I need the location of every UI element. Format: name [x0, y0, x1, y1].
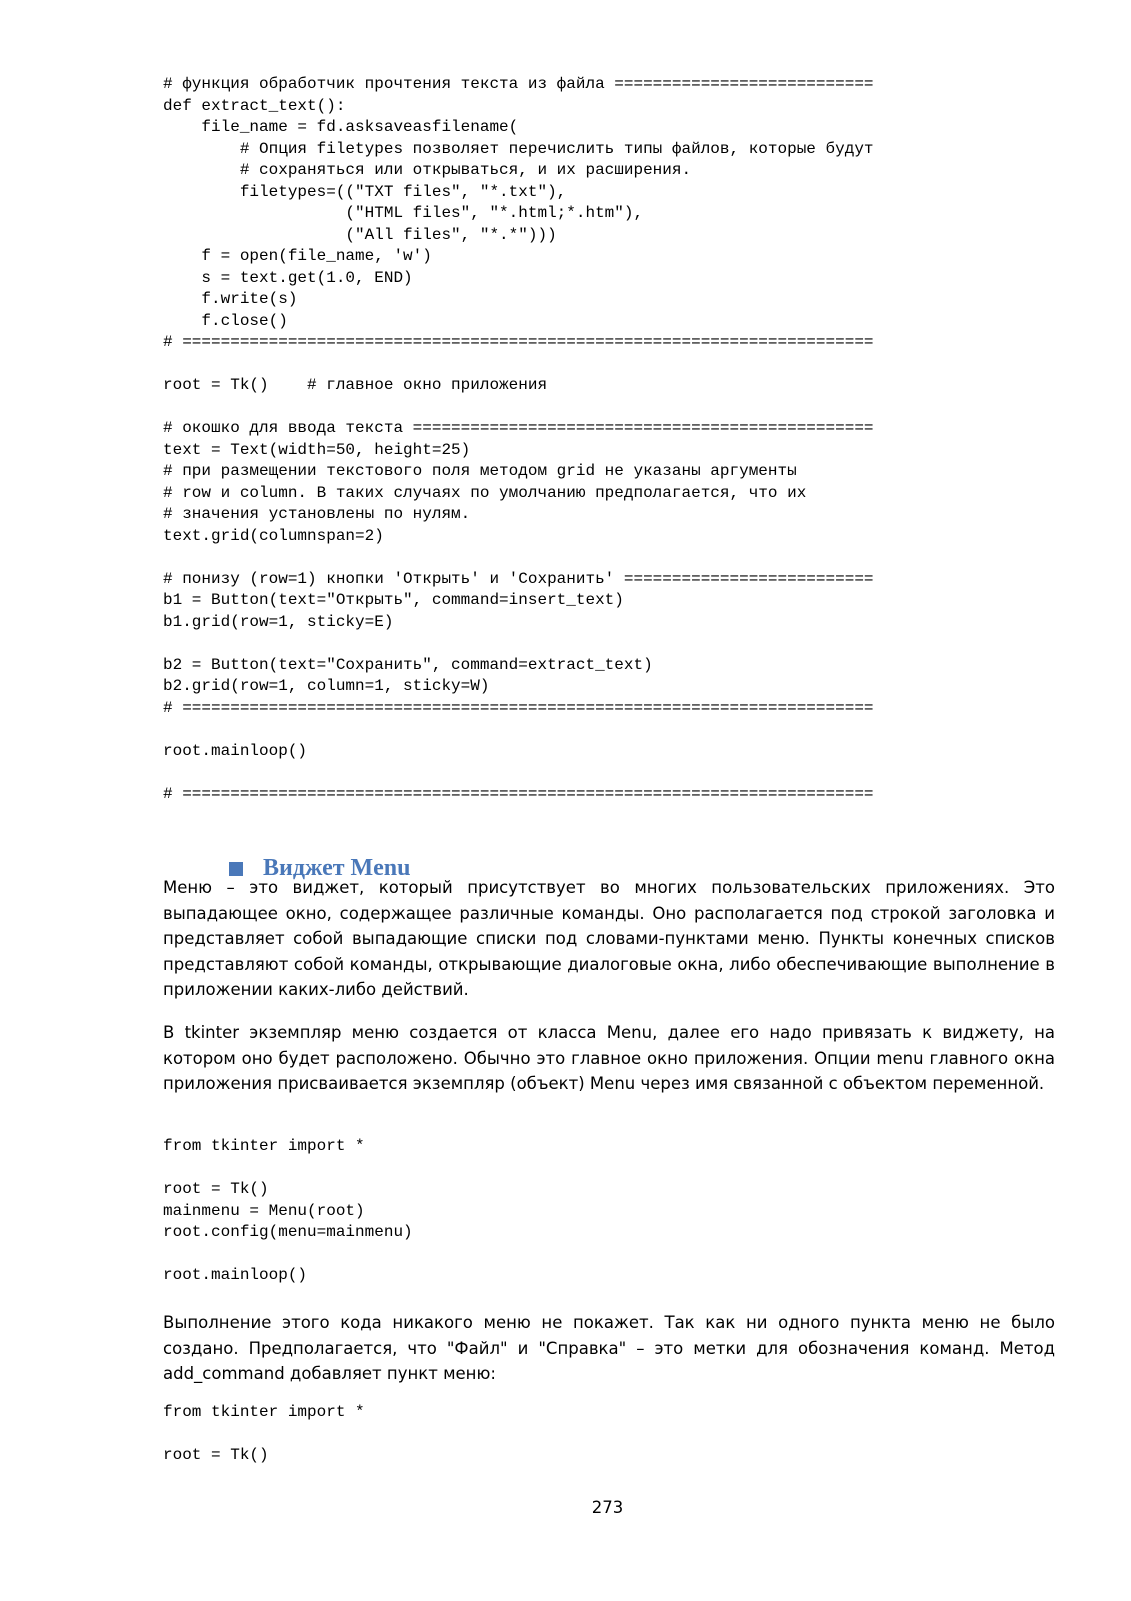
code-line: # функция обработчик прочтения текста из файла =========================== — [163, 75, 874, 93]
code-line: text.grid(columnspan=2) — [163, 526, 384, 545]
code-line: # Опция filetypes позволяет перечислить типы файлов, которые будут — [163, 139, 874, 158]
code-line: # сохраняться или открываться, и их расширения. — [163, 161, 692, 179]
code-line: file_name = fd.asksaveasfilename( — [163, 118, 519, 136]
code-line: root = Tk() — [163, 1446, 269, 1464]
code-line — [163, 397, 874, 419]
code-line: # значения установлены по нулям. — [163, 505, 471, 523]
code-line: root.config(menu=mainmenu) — [163, 1223, 413, 1241]
code-line: # ======================================================================== — [163, 784, 874, 803]
code-line — [163, 547, 874, 569]
code-block-menu-start — [163, 1402, 365, 1467]
code-line: f.write(s) — [163, 290, 298, 308]
code-line: # row и column. В таких случаях по умолчанию предполагается, что их — [163, 483, 807, 502]
section-heading-text: Виджет Menu — [263, 855, 411, 881]
code-line — [163, 633, 874, 655]
code-line: b2.grid(row=1, column=1, sticky=W) — [163, 677, 490, 695]
code-line: root.mainloop() — [163, 1266, 308, 1284]
code-line: def extract_text(): — [163, 96, 346, 115]
code-line: from tkinter import * — [163, 1137, 365, 1155]
code-line — [163, 1244, 413, 1266]
code-line: f = open(file_name, 'w') — [163, 247, 432, 265]
code-line: # ======================================================================== — [163, 698, 874, 717]
code-line: ("All files", "*.*"))) — [163, 225, 557, 244]
code-line: s = text.get(1.0, END) — [163, 268, 413, 287]
code-line: f.close() — [163, 311, 288, 330]
code-line: root = Tk() — [163, 1180, 269, 1198]
paragraph-menu-class: В tkinter экземпляр меню создается от класса Menu, далее его надо привязать к виджету, на котором оно будет расположено. Обычно это главное окно приложения. Опции menu главного окна приложения присваивается экземпляр (объект) Menu через имя связанной с объектом переменной. — [163, 1023, 1055, 1093]
code-line — [163, 1424, 365, 1446]
code-line — [163, 719, 874, 741]
code-line: root = Tk() # главное окно приложения — [163, 376, 548, 394]
code-line: from tkinter import * — [163, 1403, 365, 1421]
code-line: mainmenu = Menu(root) — [163, 1201, 365, 1220]
code-line: # окошко для ввода текста ================================================ — [163, 419, 874, 437]
paragraph-add-command: Выполнение этого кода никакого меню не покажет. Так как ни одного пункта меню не было создано. Предполагается, что "Файл" и "Справка" – это метки для обозначения команд. Метод add_command добавляет пункт меню: — [163, 1313, 1055, 1383]
code-line: # при размещении текстового поля методом grid не указаны аргументы — [163, 462, 797, 480]
code-line — [163, 354, 874, 376]
code-line: b1.grid(row=1, sticky=E) — [163, 612, 394, 631]
code-line: b1 = Button(text="Открыть", command=insert_text) — [163, 591, 624, 609]
code-line: text = Text(width=50, height=25) — [163, 440, 471, 459]
code-line: # понизу (row=1) кнопки 'Открыть' и 'Сохранить' ========================== — [163, 569, 874, 588]
code-line: ("HTML files", "*.html;*.htm"), — [163, 204, 644, 222]
paragraph-menu-intro: Меню – это виджет, который присутствует во многих пользовательских приложениях. Это выпадающее окно, содержащее различные команды. Оно располагается под строкой заголовка и представляет собой выпадающие списки под словами-пунктами меню. Пункты конечных списков представляют собой команды, открывающие диалоговые окна, либо обеспечивающие выполнение в приложении каких-либо действий. — [163, 878, 1055, 999]
code-block-extract-text — [163, 74, 874, 805]
code-line: b2 = Button(text="Сохранить", command=extract_text) — [163, 655, 653, 674]
code-block-menu-basic — [163, 1136, 413, 1287]
page-number: 273 — [591, 1498, 624, 1517]
code-line: root.mainloop() — [163, 741, 308, 760]
code-line — [163, 762, 874, 784]
code-line: # ======================================================================== — [163, 333, 874, 351]
square-bullet-icon — [229, 862, 243, 876]
code-line: filetypes=(("TXT files", "*.txt"), — [163, 182, 567, 201]
code-line — [163, 1158, 413, 1180]
